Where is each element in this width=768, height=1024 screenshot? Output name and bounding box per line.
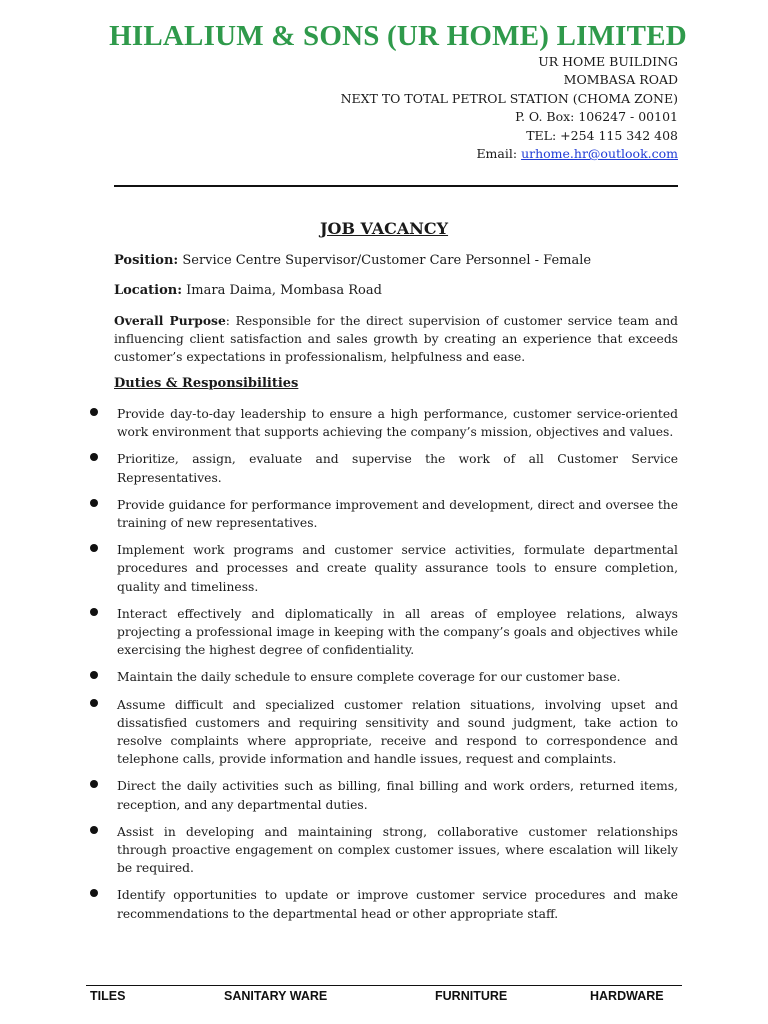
duty-text: Prioritize, assign, evaluate and supervise the work of all Customer Service Representatives.: [117, 452, 678, 485]
position-label: Position:: [114, 253, 179, 268]
bullet-icon: [90, 453, 98, 461]
duty-text: Maintain the daily schedule to ensure complete coverage for our customer base.: [117, 670, 621, 685]
duties-list: [88, 405, 678, 932]
duty-item: [88, 823, 678, 878]
location-field: [114, 283, 678, 298]
purpose-text: : Responsible for the direct supervision of customer service team and influencing client satisfaction and sales growth by creating an experience that exceeds customer’s expectations in professionalism, helpfulness and ease.: [114, 314, 679, 365]
duty-text: Provide day-to-day leadership to ensure a high performance, customer service-oriented work environment that supports achieving the company’s mission, objectives and values.: [117, 407, 678, 440]
duty-item: [88, 696, 678, 769]
duty-text: Assist in developing and maintaining strong, collaborative customer relationships through proactive engagement on complex customer issues, where escalation will likely be required.: [117, 824, 678, 876]
footer-hardware: HARDWARE: [590, 989, 664, 1003]
job-vacancy-title: JOB VACANCY: [319, 219, 449, 238]
duty-text: Assume difficult and specialized customer relation situations, involving upset and dissatisfied customers and requiring sensitivity and sound judgment, take action to resolve complaints where appropriate, receive and respond to correspondence and telephone calls, provide information and handle issues, request and complaints.: [117, 697, 678, 767]
telephone: TEL: +254 115 342 408: [526, 127, 678, 143]
footer-tiles: TILES: [90, 989, 126, 1003]
email-link[interactable]: urhome.hr@outlook.com: [521, 146, 678, 162]
bullet-icon: [90, 889, 98, 897]
location-value: Imara Daima, Mombasa Road: [182, 283, 382, 298]
bullet-icon: [90, 608, 98, 616]
purpose-label: Overall Purpose: [114, 313, 226, 328]
duty-text: Interact effectively and diplomatically in all areas of employee relations, always projecting a professional image in keeping with the company’s goals and objectives while exercising the highest degree of confidentiality.: [117, 606, 678, 658]
address-line: MOMBASA ROAD: [563, 72, 678, 88]
position-field: [114, 253, 678, 268]
duty-item: [88, 405, 678, 441]
address-line: NEXT TO TOTAL PETROL STATION (CHOMA ZONE): [340, 90, 678, 106]
overall-purpose: [114, 312, 678, 367]
bullet-icon: [90, 699, 98, 707]
duty-item: [88, 668, 678, 686]
po-box: P. O. Box: 106247 - 00101: [515, 109, 678, 125]
bullet-icon: [90, 671, 98, 679]
bullet-icon: [90, 408, 98, 416]
company-name: HILALIUM & SONS (UR HOME) LIMITED: [109, 20, 687, 52]
duty-item: [88, 541, 678, 596]
bullet-icon: [90, 780, 98, 788]
duty-text: Direct the daily activities such as billing, final billing and work orders, returned items, reception, and any departmental duties.: [117, 779, 678, 812]
email-label: Email:: [476, 146, 522, 162]
footer-furniture: FURNITURE: [435, 989, 508, 1003]
duty-item: [88, 777, 678, 813]
header-divider: [114, 185, 678, 187]
duty-item: [88, 450, 678, 486]
location-label: Location:: [114, 283, 183, 298]
duties-heading: Duties & Responsibilities: [114, 376, 299, 391]
position-value: Service Centre Supervisor/Customer Care Personnel - Female: [178, 253, 592, 268]
duty-text: Identify opportunities to update or improve customer service procedures and make recommendations to the departmental head or other appropriate staff.: [117, 888, 678, 921]
address-line: UR HOME BUILDING: [538, 54, 678, 69]
duty-item: [88, 886, 678, 922]
duty-text: Provide guidance for performance improvement and development, direct and oversee the training of new representatives.: [117, 497, 678, 531]
bullet-icon: [90, 499, 98, 507]
footer-sanitary-ware: SANITARY WARE: [224, 989, 328, 1003]
duty-text: Implement work programs and customer service activities, formulate departmental procedures and processes and create quality assurance tools to ensure completion, quality and timeliness.: [117, 543, 678, 594]
duty-item: [88, 605, 678, 660]
footer-divider: [86, 985, 682, 986]
email-line: [341, 145, 678, 163]
company-address: [341, 53, 678, 163]
bullet-icon: [90, 826, 98, 834]
bullet-icon: [90, 544, 98, 552]
duty-item: [88, 496, 678, 532]
